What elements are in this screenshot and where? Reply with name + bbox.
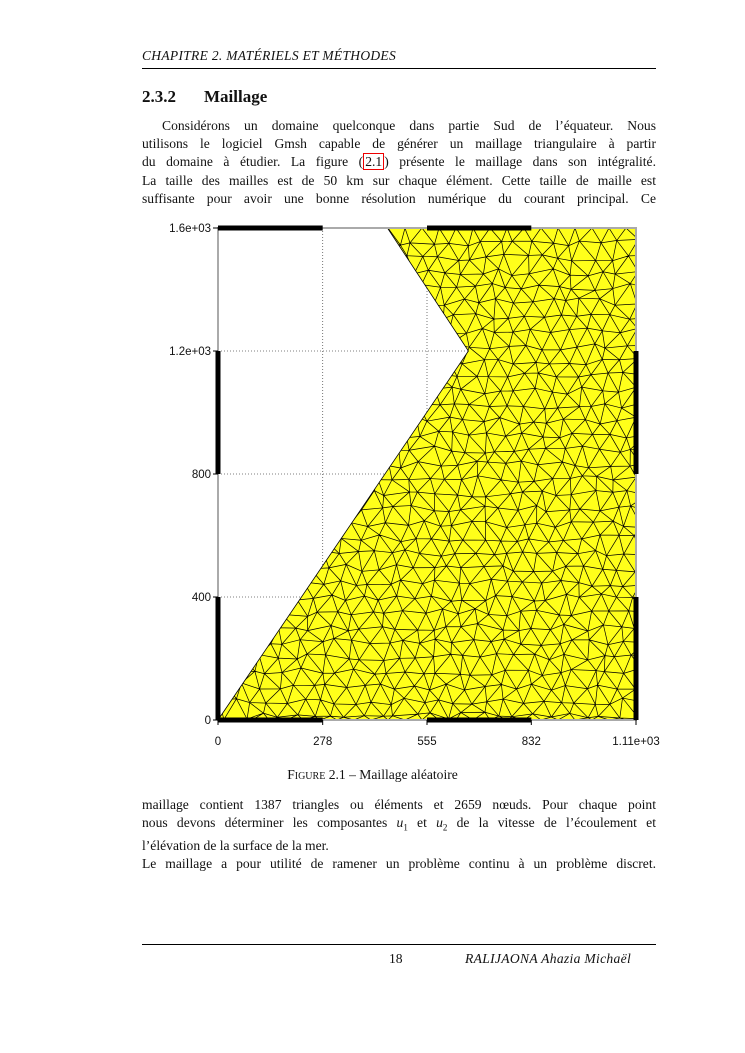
figure-reference-link[interactable]: 2.1 — [365, 154, 383, 170]
y-tick-label: 0 — [204, 715, 211, 727]
text-fragment: de la vitesse de l’écoulement et — [447, 815, 656, 831]
caption-text: Maillage aléatoire — [359, 767, 458, 782]
math-u2: u — [436, 815, 443, 831]
text-line — [142, 153, 656, 171]
paragraph-mesh-description — [142, 796, 656, 874]
text-fragment: et — [407, 815, 437, 831]
y-tick-label: 1.6e+03 — [169, 223, 211, 235]
math-u1: u — [396, 815, 404, 831]
text-fragment: nous devons déterminer les composantes — [142, 815, 397, 831]
text-fragment: du domaine à étudier. La figure ( — [142, 154, 364, 170]
figure-caption — [0, 767, 745, 783]
section-number: 2.3.2 — [142, 87, 176, 106]
text-line: suffisante pour avoir une bonne résolution numérique du courant principal. Ce — [142, 190, 656, 206]
text-line: Considérons un domaine quelconque dans partie Sud de l’équateur. Nous — [162, 118, 656, 133]
y-tick-label: 1.2e+03 — [169, 346, 211, 358]
y-tick-label: 800 — [191, 469, 211, 481]
x-tick-label: 0 — [214, 736, 222, 748]
text-line: La taille des mailles est de 50 km sur chaque élément. Cette taille de maille est — [142, 172, 656, 188]
section-title: Maillage — [204, 87, 268, 106]
section-heading — [142, 87, 267, 107]
x-tick-label: 832 — [521, 736, 541, 748]
text-line: maillage contient 1387 triangles ou éléments et 2659 nœuds. Pour chaque point — [142, 797, 656, 812]
caption-label: Figure 2.1 — [287, 767, 346, 782]
text-fragment: ) présente le maillage dans son intégralité. — [384, 154, 656, 170]
text-line — [142, 814, 656, 837]
paragraph-intro — [142, 117, 656, 208]
header-rule — [142, 68, 656, 69]
y-tick-label: 400 — [191, 592, 211, 604]
math-subscript: 1 — [403, 822, 408, 833]
x-tick-label: 555 — [417, 736, 437, 748]
x-tick-label: 278 — [313, 736, 333, 748]
mesh-plot — [140, 215, 670, 755]
caption-separator: – — [345, 767, 360, 782]
text-line: Le maillage a pour utilité de ramener un problème continu à un problème discret. — [142, 856, 656, 872]
x-tick-label: 1.11e+03 — [612, 736, 660, 748]
math-subscript: 2 — [442, 822, 448, 833]
running-head: CHAPITRE 2. MATÉRIELS ET MÉTHODES — [142, 48, 397, 63]
footer-author: RALIJAONA Ahazia Michaël — [465, 951, 632, 966]
text-line: utilisons le logiciel Gmsh capable de générer un maillage triangulaire à partir — [142, 136, 656, 152]
mesh-figure — [140, 215, 670, 755]
footer-rule — [142, 944, 656, 945]
page-number: 18 — [389, 951, 403, 966]
text-line: l’élévation de la surface de la mer. — [142, 838, 329, 854]
